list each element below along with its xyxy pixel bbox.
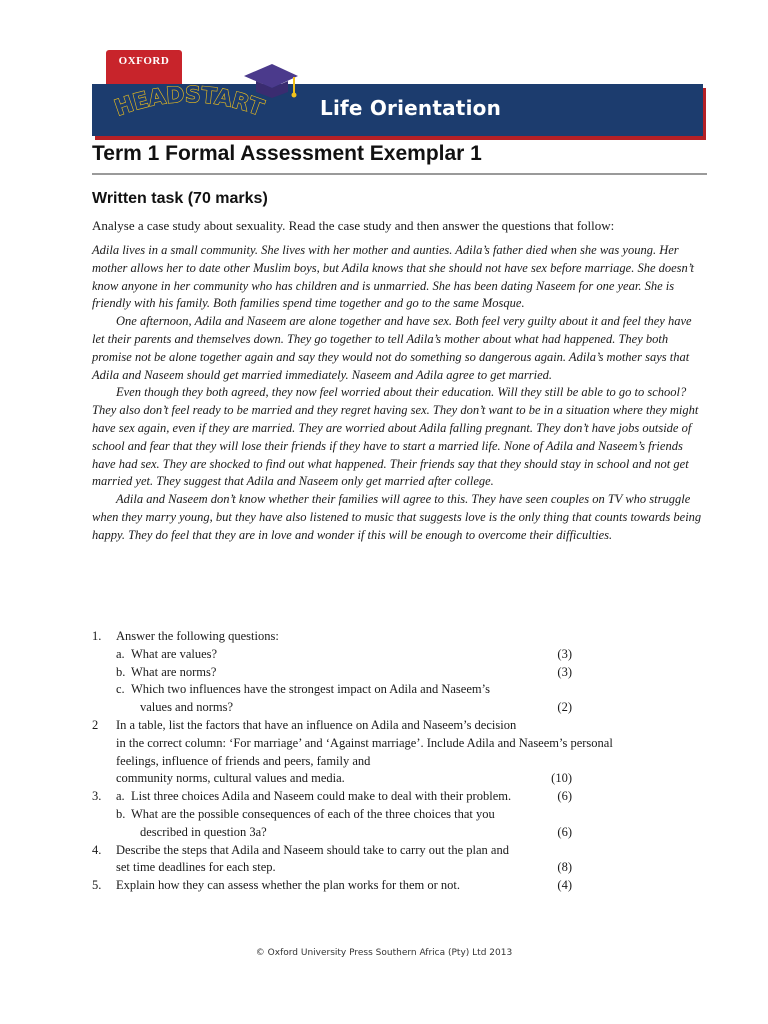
title-divider	[92, 173, 707, 175]
question-text: values and norms?	[140, 700, 234, 715]
marks: (6)	[557, 824, 572, 839]
subject-title: Life Orientation	[320, 96, 502, 120]
question-text: community norms, cultural values and media.	[116, 771, 345, 786]
question-list	[92, 628, 613, 895]
question-number: 4.	[92, 842, 102, 857]
case-study	[92, 242, 702, 545]
question-text: Answer the following questions:	[116, 629, 279, 643]
series-name: HEADSTART	[111, 82, 267, 122]
marks: (8)	[557, 860, 572, 875]
question-text: Which two influences have the strongest impact on Adila and Naseem’s	[131, 682, 490, 697]
sub-question-letter: c.	[116, 682, 125, 697]
sub-question-letter: b.	[116, 664, 126, 679]
question-text: set time deadlines for each step.	[116, 860, 276, 875]
sub-question-letter: a.	[116, 789, 125, 804]
question-text: Explain how they can assess whether the plan works for them or not.	[116, 878, 461, 893]
copyright-footer: © Oxford University Press Southern Africa (Pty) Ltd 2013	[255, 948, 513, 958]
question-number: 5.	[92, 878, 102, 893]
question-text: described in question 3a?	[140, 824, 267, 839]
marks: (10)	[551, 771, 572, 786]
question-text: in the correct column: ‘For marriage’ and ‘Against marriage’. Include Adila and Naseem’s personal	[116, 735, 613, 750]
question-text: What are values?	[131, 646, 218, 661]
sub-question-letter: a.	[116, 646, 125, 661]
question-text: What are the possible consequences of each of the three choices that you	[131, 806, 495, 821]
question-text: feelings, influence of friends and peers, family and	[116, 753, 371, 768]
case-paragraph: One afternoon, Adila and Naseem are alone together and have sex. Both feel very guilty about it and feel they have let their parents and themselves down. They go together to tell Adila’s mother about what had happened. They both promise not be alone together again and say they would not do something so dangerous again. Adila’s mother says that Adila and Naseem should get married immediately. Naseem and Adila agree to get married.	[92, 314, 692, 382]
case-paragraph: Adila and Naseem don’t know whether their families will agree to this. They have seen couples on TV who struggle when they marry young, but they have also listened to music that suggests love is the only thing that counts towards being happy. They do feel that they are in love and wonder if this will be enough to overcome their difficulties.	[92, 492, 702, 542]
question-text: What are norms?	[131, 664, 217, 679]
marks: (3)	[557, 646, 572, 661]
page-title: Term 1 Formal Assessment Exemplar 1	[92, 142, 482, 165]
publisher-name: OXFORD	[118, 55, 170, 67]
marks: (2)	[557, 700, 572, 715]
case-paragraph: Adila lives in a small community. She lives with her mother and aunties. Adila’s father died when she was young. Her mother allows her to date other Muslim boys, but Adila knows that she should not have sex before marriage. She doesn’t know anyone in her community who has children and is unmarried. She has been dating Naseem for one year. She is friendly with his family. Both families spend time together and go to the same Mosque.	[92, 243, 695, 311]
question-number: 3.	[92, 789, 102, 804]
marks: (4)	[557, 878, 572, 893]
marks: (6)	[557, 789, 572, 804]
question-number: 2	[92, 717, 99, 732]
intro-text: Analyse a case study about sexuality. Read the case study and then answer the questions that follow:	[92, 218, 615, 233]
case-paragraph: Even though they both agreed, they now feel worried about their education. Will they still be able to go to school? They also don’t feel ready to be married and they regret having sex. They don’t want to be in a situation where they might have sex again, even if they are married. They are worried about Adila falling pregnant. They don’t have jobs outside of school and fear that they will lose their friends if they have to start a married life. None of Adila and Naseem’s friends have had sex. They are shocked to find out what happened. Their friends say that they should stay in school and not get married yet. They suggest that Adila and Naseem only get married after college.	[92, 385, 699, 489]
question-number: 1.	[92, 629, 102, 643]
graduation-cap-icon	[240, 58, 300, 108]
question-text: In a table, list the factors that have an influence on Adila and Naseem’s decision	[116, 717, 517, 732]
question-text: List three choices Adila and Naseem could make to deal with their problem.	[131, 789, 512, 804]
sub-question-letter: b.	[116, 806, 126, 821]
question-text: Describe the steps that Adila and Naseem should take to carry out the plan and	[116, 842, 509, 857]
task-heading: Written task (70 marks)	[92, 190, 268, 207]
marks: (3)	[557, 664, 572, 679]
